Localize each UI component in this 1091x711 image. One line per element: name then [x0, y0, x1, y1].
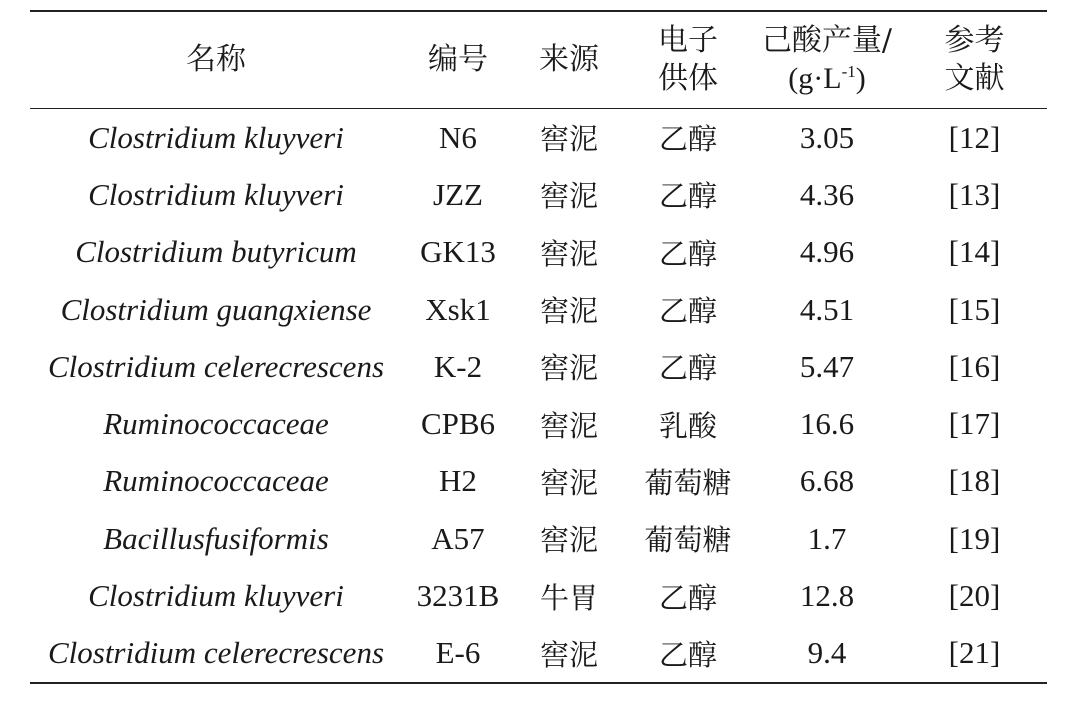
strain-id-cell: Xsk1 [425, 291, 491, 327]
header-yield-unit-sup: -1 [841, 62, 856, 81]
table-row [30, 224, 1047, 281]
source-cell: 窖泥 [514, 625, 624, 683]
strain-id-cell: 3231B [416, 578, 500, 614]
source-cell: 窖泥 [539, 465, 598, 500]
source-cell: 窖泥 [539, 408, 598, 443]
strain-id-cell: H2 [439, 463, 477, 499]
source-cell: 窖泥 [539, 179, 598, 214]
source-cell: 牛胃 [539, 580, 598, 615]
strain-id-cell: CPB6 [420, 406, 496, 442]
source-cell: 窖泥 [539, 294, 598, 329]
caproic-acid-strains-table-container [30, 10, 1047, 684]
caproic-acid-strains-table [30, 10, 1047, 684]
header-yield-unit [752, 60, 902, 98]
source-cell: 窖泥 [539, 236, 598, 271]
reference-cell: [15] [948, 291, 1001, 327]
header-id-text: 编号 [428, 42, 488, 77]
donor-cell: 乙醇 [658, 236, 717, 271]
strain-name-cell: Bacillusfusiformis [103, 520, 329, 556]
donor-cell: 乙醇 [658, 179, 717, 214]
header-donor-line2: 供体 [658, 61, 718, 96]
strain-id-cell: K-2 [433, 348, 483, 384]
strain-name-cell: Ruminococcaceae [103, 406, 329, 442]
strain-name-cell: Clostridium celerecrescens [30, 625, 402, 683]
header-name-text: 名称 [186, 42, 246, 77]
header-electron-donor [624, 11, 752, 109]
reference-cell: [13] [948, 176, 1001, 212]
reference-cell: [21] [902, 625, 1047, 683]
donor-cell: 乙醇 [658, 122, 717, 157]
reference-cell: [18] [948, 463, 1001, 499]
reference-cell: [17] [948, 406, 1001, 442]
strain-name-cell: Clostridium kluyveri [88, 176, 344, 212]
header-yield-unit-base: (g·L [788, 62, 842, 95]
header-ref-line2: 文献 [944, 61, 1005, 96]
reference-cell: [14] [948, 234, 1001, 270]
yield-cell: 5.47 [799, 348, 855, 384]
table-body [30, 109, 1047, 683]
strain-name-cell: Clostridium butyricum [75, 234, 357, 270]
strain-id-cell: JZZ [433, 176, 483, 212]
donor-cell: 乙醇 [658, 580, 717, 615]
header-donor-line1: 电子 [658, 23, 718, 58]
strain-name-cell: Ruminococcaceae [103, 463, 329, 499]
table-row [30, 281, 1047, 338]
table-row [30, 109, 1047, 167]
yield-cell: 6.68 [799, 463, 855, 499]
table-row [30, 338, 1047, 395]
donor-cell: 乙醇 [658, 351, 717, 386]
source-cell: 窖泥 [539, 351, 598, 386]
table-header [30, 11, 1047, 109]
header-yield [752, 11, 902, 109]
strain-name-cell: Clostridium guangxiense [60, 291, 372, 327]
header-row [30, 11, 1047, 109]
table-row [30, 453, 1047, 510]
yield-cell: 4.36 [799, 176, 855, 212]
source-cell: 窖泥 [539, 523, 598, 558]
header-source [514, 11, 624, 109]
strain-id-cell: GK13 [420, 234, 496, 270]
yield-cell: 4.51 [799, 291, 855, 327]
table-row [30, 395, 1047, 452]
source-cell: 窖泥 [539, 122, 598, 157]
strain-name-cell: Clostridium kluyveri [88, 119, 344, 155]
yield-cell: 1.7 [807, 520, 847, 556]
yield-cell: 12.8 [799, 578, 855, 614]
donor-cell: 葡萄糖 [644, 465, 732, 500]
donor-cell: 葡萄糖 [644, 523, 732, 558]
reference-cell: [12] [948, 119, 1001, 155]
yield-cell: 16.6 [799, 406, 855, 442]
header-reference [902, 11, 1047, 109]
header-ref-line1: 参考 [944, 23, 1005, 58]
header-yield-line1: 己酸产量/ [761, 23, 893, 58]
reference-cell: [16] [948, 348, 1001, 384]
donor-cell: 乳酸 [658, 408, 717, 443]
strain-id-cell: E-6 [402, 625, 514, 683]
strain-name-cell: Clostridium celerecrescens [47, 348, 385, 384]
table-row [30, 567, 1047, 624]
yield-cell: 3.05 [799, 119, 855, 155]
header-yield-unit-close: ) [855, 62, 866, 95]
strain-name-cell: Clostridium kluyveri [88, 578, 344, 614]
header-source-text: 来源 [539, 42, 599, 77]
table-row [30, 510, 1047, 567]
table-row [30, 625, 1047, 683]
donor-cell: 乙醇 [624, 625, 752, 683]
table-row [30, 166, 1047, 223]
header-name [30, 11, 402, 109]
donor-cell: 乙醇 [658, 294, 717, 329]
yield-cell: 9.4 [752, 625, 902, 683]
strain-id-cell: A57 [431, 520, 485, 556]
reference-cell: [19] [948, 520, 1001, 556]
reference-cell: [20] [948, 578, 1001, 614]
strain-id-cell: N6 [439, 119, 477, 155]
header-id [402, 11, 514, 109]
yield-cell: 4.96 [799, 234, 855, 270]
